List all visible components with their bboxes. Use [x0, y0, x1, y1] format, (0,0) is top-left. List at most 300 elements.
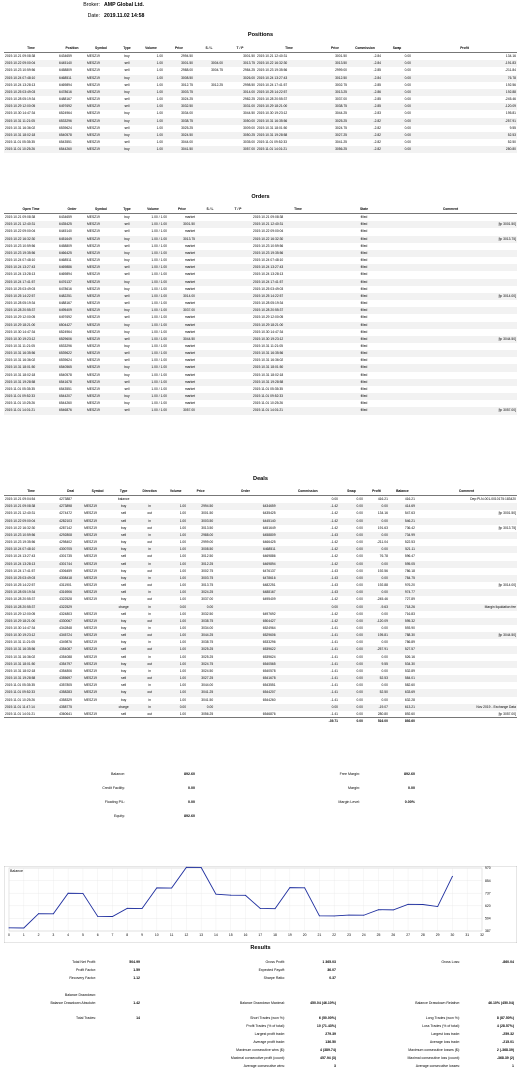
- deals-cell: MESZ19: [83, 618, 112, 625]
- orders-table: [4, 206, 517, 415]
- balance-point: [452, 876, 453, 877]
- deals-cell: 3024.50: [201, 668, 214, 673]
- deals-cell: 0.00: [364, 589, 389, 596]
- orders-cell: 1.00 / 1.00: [138, 293, 168, 300]
- orders-cell: [224, 286, 252, 293]
- positions-cell: 2019.10.31 11:21:05: [4, 118, 58, 125]
- table-row: [4, 568, 517, 575]
- deals-cell: 547.63: [404, 511, 415, 516]
- orders-cell: sell: [124, 301, 130, 306]
- deals-cell: 0.00: [164, 604, 187, 611]
- deals-cell: -1.42: [330, 525, 338, 530]
- deals-cell: -1.42: [277, 561, 339, 568]
- deals-cell: 2019.11.01 09:52:33: [4, 689, 58, 696]
- positions-col-header: Price: [164, 45, 194, 53]
- deals-cell: sell: [112, 632, 135, 639]
- orders-cell: MESZ19: [87, 315, 100, 320]
- bd-rel-value: 46.10% (450.04): [488, 1001, 514, 1005]
- deals-cell: MESZ19: [84, 568, 97, 573]
- deals-cell: 0.00: [356, 568, 363, 573]
- orders-cell: [224, 386, 252, 393]
- deals-cell: 0.00: [339, 546, 364, 553]
- deals-cell: 1.00: [179, 554, 187, 559]
- orders-cell: 2019.10.24 07:48:10: [253, 258, 284, 263]
- table-row: [4, 89, 517, 96]
- orders-col-header: Comment: [384, 206, 517, 214]
- account-free-margin: [275, 772, 415, 776]
- orders-cell: MESZ19: [86, 350, 116, 357]
- deals-cell: 2019.10.24 13:28:13: [4, 561, 58, 568]
- deals-cell: 1.00: [164, 689, 187, 696]
- orders-cell: filled: [344, 379, 384, 386]
- account-margin: [275, 786, 415, 790]
- positions-cell: 2019.10.25 03:49:03: [4, 89, 58, 96]
- deals-cell: in: [135, 604, 164, 611]
- deals-cell: -1.41: [277, 646, 339, 653]
- deals-cell: MESZ19: [84, 525, 97, 530]
- positions-cell: 3031.00: [224, 103, 256, 110]
- deals-cell: 4282103: [58, 518, 83, 525]
- deals-cell: 1.00: [164, 589, 187, 596]
- orders-cell: market: [168, 364, 196, 371]
- deals-cell: 0.00: [364, 575, 389, 582]
- positions-cell: buy: [124, 111, 130, 116]
- orders-cell: [196, 400, 224, 407]
- deals-cell: [164, 496, 187, 504]
- deals-cell: 2019.10.28 20:55:37: [4, 604, 58, 611]
- deals-cell: in: [148, 668, 151, 673]
- y-tick-label: 387: [485, 929, 491, 934]
- deals-cell: 6468511: [214, 546, 276, 553]
- x-tick-label: 26: [391, 933, 396, 937]
- balance-point: [378, 909, 379, 910]
- positions-cell: 1.00: [156, 140, 163, 145]
- deals-cell: 195.81: [364, 632, 389, 639]
- positions-cell: [194, 118, 224, 125]
- orders-cell: sell: [116, 336, 138, 343]
- orders-cell: MESZ19: [87, 286, 100, 291]
- orders-cell: 1.00 / 1.00: [151, 286, 167, 291]
- deals-cell: in: [135, 546, 164, 553]
- table-row: [4, 546, 517, 553]
- deals-cell: 0.00: [381, 625, 388, 630]
- profit-factor-value: 1.59: [133, 968, 140, 972]
- x-tick-label: 16: [243, 933, 248, 937]
- avg-cons-losses-value: 1: [512, 1064, 514, 1068]
- table-row: [4, 250, 517, 257]
- orders-cell: [384, 214, 517, 222]
- deals-cell: 2019.10.21 12:40:31: [5, 511, 36, 516]
- deals-cell: -1.42: [277, 546, 339, 553]
- positions-cell: MESZ19: [86, 75, 116, 82]
- deals-cell: [tp 3044.50]: [416, 632, 517, 639]
- positions-cell: [194, 89, 224, 96]
- positions-cell: 192.88: [412, 89, 517, 96]
- deals-cell: 6451649: [262, 525, 276, 530]
- deals-cell: [416, 568, 517, 575]
- table-row: [4, 407, 517, 414]
- equity-value: 892.60: [184, 814, 195, 818]
- deals-cell: out: [135, 661, 164, 668]
- deals-col-header: Order: [214, 488, 276, 496]
- orders-cell: filled: [344, 264, 384, 271]
- x-tick-label: 20: [302, 933, 307, 937]
- table-row: [4, 329, 517, 336]
- orders-cell: 2019.10.31 18:02:18: [253, 372, 284, 377]
- orders-cell: [196, 372, 224, 379]
- positions-cell: 3013.25: [322, 89, 348, 96]
- deals-cell: MESZ19: [84, 611, 97, 616]
- deals-cell: 6476137: [262, 568, 276, 573]
- orders-cell: market: [168, 264, 196, 271]
- deals-cell: -1.41: [277, 689, 339, 696]
- deals-cell: 6544207: [214, 689, 276, 696]
- positions-cell: 1.00: [156, 97, 163, 102]
- deals-cell: -1.42: [277, 618, 339, 625]
- orders-cell: 2019.10.30 14:47:34: [5, 329, 36, 334]
- positions-cell: buy: [116, 89, 138, 96]
- positions-cell: -2.85: [373, 82, 381, 87]
- deals-cell: 2019.10.31 16:35:56: [4, 646, 58, 653]
- positions-cell: 0.00: [404, 54, 411, 59]
- orders-cell: sell: [116, 264, 138, 271]
- deals-cell: -245.46: [376, 597, 388, 602]
- orders-cell: 2019.10.22 09:00:04: [253, 229, 284, 234]
- deals-cell: out: [147, 540, 152, 545]
- positions-cell: MESZ19: [86, 60, 116, 67]
- orders-cell: MESZ19: [86, 250, 116, 257]
- profit-trades-value: 10 (71.43%): [316, 1024, 336, 1028]
- positions-cell: -2.84: [348, 60, 382, 67]
- orders-cell: [224, 314, 252, 321]
- deals-cell: buy: [120, 640, 127, 645]
- orders-cell: [196, 364, 224, 371]
- orders-title: Orders: [251, 194, 270, 200]
- orders-cell: [196, 343, 224, 350]
- orders-cell: 2019.10.31 11:21:05: [253, 343, 284, 348]
- deals-cell: 2988.00: [187, 532, 214, 539]
- orders-cell: 2019.10.29 12:00:05: [253, 315, 284, 320]
- deals-cell: 0.00: [356, 654, 363, 659]
- deals-cell: out: [135, 675, 164, 682]
- deals-title: Deals: [253, 476, 268, 482]
- expected-payoff-label: Expected Payoff:: [258, 968, 285, 972]
- deals-cell: [416, 639, 517, 646]
- orders-cell: MESZ19: [86, 364, 116, 371]
- orders-cell: [224, 279, 252, 286]
- orders-cell: [tp 3001.50]: [384, 221, 517, 228]
- positions-header-row: [4, 45, 517, 53]
- positions-cell: MESZ19: [87, 82, 100, 87]
- orders-cell: sell: [116, 350, 138, 357]
- orders-cell: 3014.00: [168, 293, 196, 300]
- orders-cell: market: [184, 329, 195, 334]
- deals-cell: -1.42: [277, 503, 339, 510]
- positions-cell: 6434659: [59, 54, 72, 59]
- deals-cell: 3044.25: [187, 632, 214, 639]
- deals-cell: 1.00: [164, 532, 187, 539]
- deals-table: [4, 488, 517, 718]
- deals-cell: 1.00: [164, 546, 187, 553]
- deals-cell: 0.00: [339, 632, 364, 639]
- orders-cell: [384, 364, 517, 371]
- orders-cell: 2019.10.24 07:48:10: [5, 258, 36, 263]
- positions-cell: [194, 132, 224, 139]
- deals-cell: 0.00: [381, 683, 388, 688]
- deals-cell: 6539624: [262, 654, 276, 659]
- deals-cell: 0.00: [381, 611, 388, 616]
- x-tick-label: 30: [450, 933, 455, 937]
- deals-cell: -1.43: [277, 532, 339, 539]
- orders-cell: MESZ19: [86, 293, 116, 300]
- orders-cell: 2019.10.31 18:02:18: [5, 372, 36, 377]
- deals-cell: -1.41: [277, 661, 339, 668]
- deals-cell: 4316906: [58, 589, 83, 596]
- deals-cell: [416, 518, 517, 525]
- x-tick-label: 27: [406, 933, 410, 937]
- orders-cell: [196, 350, 224, 357]
- deals-cell: 0.00: [339, 646, 364, 653]
- positions-cell: 3032.50: [164, 103, 194, 110]
- orders-cell: 6546876: [58, 407, 86, 414]
- deals-cell: 718.26: [389, 604, 416, 611]
- positions-cell: 2019.10.29 12:00:05: [4, 103, 58, 110]
- balance-point: [275, 908, 276, 909]
- table-row: [4, 257, 517, 264]
- y-tick-label: 504: [485, 916, 491, 921]
- x-tick-label: 28: [420, 933, 425, 937]
- table-row: [4, 625, 517, 632]
- orders-cell: MESZ19: [87, 386, 100, 391]
- orders-cell: MESZ19: [87, 401, 100, 406]
- deals-cell: 1.00: [164, 661, 187, 668]
- orders-cell: sell: [116, 407, 138, 414]
- deals-cell: buy: [120, 625, 127, 630]
- deals-cell: out: [147, 583, 152, 588]
- deals-cell: buy: [120, 597, 127, 602]
- deals-cell: [416, 625, 517, 632]
- orders-cell: [384, 250, 517, 257]
- orders-cell: 2019.10.22 09:00:04: [5, 229, 36, 234]
- deals-cell: 3034.00: [201, 625, 214, 630]
- deals-cell: 0.00: [356, 597, 363, 602]
- orders-cell: 1.00 / 1.00: [138, 379, 168, 386]
- deals-cell: -1.43: [330, 568, 338, 573]
- deals-cell: 6540565: [214, 661, 276, 668]
- orders-cell: filled: [344, 364, 384, 371]
- positions-cell: -191.83: [412, 60, 517, 67]
- max-cons-losses-value: 2 (-368.39): [496, 1048, 514, 1052]
- orders-cell: [224, 300, 252, 307]
- deals-cell: out: [147, 554, 152, 559]
- deals-cell: 6445140: [214, 518, 276, 525]
- deals-cell: buy: [112, 546, 135, 553]
- deals-cell: [83, 496, 112, 504]
- gross-profit-value: 1 365.03: [322, 960, 336, 964]
- deals-cell: Margin liquidation fee: [416, 604, 517, 611]
- deals-cell: 3013.50: [201, 525, 214, 530]
- deals-cell: 6539622: [214, 646, 276, 653]
- deals-cell: 3002.75: [201, 568, 214, 573]
- positions-cell: 9.55: [509, 125, 516, 130]
- positions-cell: 1.00: [138, 89, 164, 96]
- positions-cell: 3008.50: [164, 75, 194, 82]
- table-row: [4, 503, 517, 510]
- deals-cell: out: [135, 618, 164, 625]
- positions-cell: 2988.00: [181, 68, 193, 73]
- orders-cell: 2019.10.30 19:23:12: [4, 336, 58, 343]
- orders-cell: 6540565: [58, 364, 86, 371]
- orders-cell: MESZ19: [87, 243, 100, 248]
- y-tick-label: 854: [485, 878, 491, 883]
- orders-cell: [tp 3013.75]: [384, 236, 517, 243]
- deals-cell: sell: [121, 683, 127, 688]
- deals-cell: 3044.00: [201, 683, 214, 688]
- orders-cell: [384, 322, 517, 329]
- orders-cell: [196, 393, 224, 400]
- table-row: [4, 661, 517, 668]
- orders-cell: 1.00 / 1.00: [138, 364, 168, 371]
- orders-cell: 6482251: [58, 293, 86, 300]
- free-margin-label: Free Margin:: [339, 772, 360, 776]
- orders-cell: 2019.10.29 12:00:05: [5, 315, 36, 320]
- balance-point: [260, 908, 261, 909]
- recovery-factor-value: 1.12: [133, 976, 140, 980]
- deals-cell: 4300705: [58, 546, 83, 553]
- deals-cell: in: [135, 518, 164, 525]
- deals-cell: 0.00: [356, 554, 363, 559]
- orders-cell: [196, 407, 224, 414]
- positions-cell: 1.00: [156, 82, 163, 87]
- orders-cell: filled: [360, 286, 368, 291]
- deals-cell: MESZ19: [84, 668, 97, 673]
- deals-cell: 1.00: [179, 683, 187, 688]
- table-row: [4, 236, 517, 243]
- deals-cell: 786.89: [404, 640, 415, 645]
- positions-cell: 3050.00: [224, 118, 256, 125]
- orders-cell: 1.00 / 1.00: [138, 336, 168, 343]
- deals-cell: -1.41: [330, 640, 338, 645]
- deals-cell: 532.89: [404, 668, 415, 673]
- table-row: [4, 639, 517, 646]
- deals-cell: 1.00: [179, 611, 187, 616]
- deals-cell: -19.07: [364, 704, 389, 711]
- deals-cell: MESZ19: [83, 589, 112, 596]
- deals-cell: 3025.25: [201, 654, 214, 659]
- deals-cell: buy: [112, 575, 135, 582]
- deals-cell: 0.00: [356, 511, 363, 516]
- positions-cell: 3012.75: [181, 82, 193, 87]
- broker-label: Broker:: [83, 2, 100, 8]
- orders-cell: [384, 300, 517, 307]
- orders-cell: sell: [116, 293, 138, 300]
- deals-cell: 4298402: [59, 540, 72, 545]
- deals-cell: [tp 3001.50]: [498, 511, 516, 516]
- orders-cell: [196, 322, 224, 329]
- sharpe-label: Sharpe Ratio:: [263, 976, 285, 980]
- deals-cell: in: [148, 654, 151, 659]
- deals-cell: 0.00: [339, 675, 364, 682]
- positions-col-header: T / P: [224, 45, 256, 53]
- orders-col-header: Open Time: [4, 206, 58, 214]
- positions-cell: 1.00: [138, 60, 164, 67]
- orders-cell: 1.00 / 1.00: [138, 279, 168, 286]
- deals-cell: 6434659: [214, 503, 276, 510]
- long-trades-value: 8 (87.50%): [496, 1016, 514, 1020]
- orders-cell: 6476137: [58, 279, 86, 286]
- orders-cell: 6469894: [59, 272, 72, 277]
- positions-cell: 3009.00: [243, 125, 255, 130]
- table-row: [4, 293, 517, 300]
- table-row: [4, 689, 517, 696]
- max-cons-losses-label: Maximum consecutive losses ($):: [408, 1048, 460, 1052]
- table-row: [4, 125, 517, 132]
- positions-col-header: Symbol: [86, 45, 116, 53]
- deals-cell: 0.00: [364, 546, 389, 553]
- orders-cell: market: [168, 393, 196, 400]
- deals-cell: 534.30: [389, 661, 416, 668]
- deals-cell: 632.28: [404, 697, 415, 702]
- deals-cell: sell: [112, 561, 135, 568]
- table-row: [4, 67, 517, 74]
- deals-cell: 0.00: [339, 689, 364, 696]
- orders-cell: 3057.00: [168, 407, 196, 414]
- positions-cell: 0.00: [382, 75, 412, 82]
- balance-value: 892.60: [184, 772, 195, 776]
- deals-cell: -1.41: [330, 711, 338, 716]
- deals-cell: 0.00: [364, 503, 389, 510]
- deals-cell: 4287142: [59, 525, 72, 530]
- positions-cell: 6488167: [59, 97, 72, 102]
- orders-cell: [384, 271, 517, 278]
- deals-cell: [416, 561, 517, 568]
- orders-cell: 1.00 / 1.00: [151, 372, 167, 377]
- date-row: [20, 13, 144, 19]
- deals-cell: 2019.11.01 05:35:35: [5, 683, 36, 688]
- x-tick-label: 12: [184, 933, 189, 937]
- deals-cell: 892.60: [404, 711, 415, 716]
- orders-cell: market: [168, 279, 196, 286]
- deals-cell: 2019.10.28 20:55:37: [5, 597, 36, 602]
- x-tick-label: 7: [111, 933, 114, 937]
- deals-cell: 0.00: [339, 503, 364, 510]
- deals-cell: 4354806: [59, 668, 72, 673]
- orders-cell: [196, 329, 224, 336]
- orders-cell: [384, 279, 517, 286]
- deals-cell: sell: [112, 646, 135, 653]
- deals-cell: 1.00: [179, 583, 187, 588]
- deals-cell: [83, 604, 112, 611]
- positions-cell: 3003.75: [164, 89, 194, 96]
- deals-cell: sell: [121, 554, 127, 559]
- deals-cell: 4354797: [58, 661, 83, 668]
- orders-cell: 2019.10.28 20:55:37: [252, 307, 344, 314]
- orders-cell: MESZ19: [86, 407, 116, 414]
- positions-cell: 3014.00: [224, 89, 256, 96]
- orders-cell: sell: [116, 221, 138, 228]
- deals-cell: 1.00: [164, 518, 187, 525]
- positions-cell: 6458809: [59, 68, 72, 73]
- orders-cell: 6543551: [59, 386, 72, 391]
- deals-cell: 6541678: [214, 675, 276, 682]
- positions-cell: 3024.75: [335, 125, 347, 130]
- orders-cell: [196, 257, 224, 264]
- positions-cell: 6468511: [58, 75, 86, 82]
- orders-col-header: Time: [252, 206, 344, 214]
- total-commission: -39.71: [277, 718, 339, 726]
- deals-cell: buy: [120, 525, 127, 530]
- positions-cell: 2019.11.01 10:25:26: [4, 146, 58, 153]
